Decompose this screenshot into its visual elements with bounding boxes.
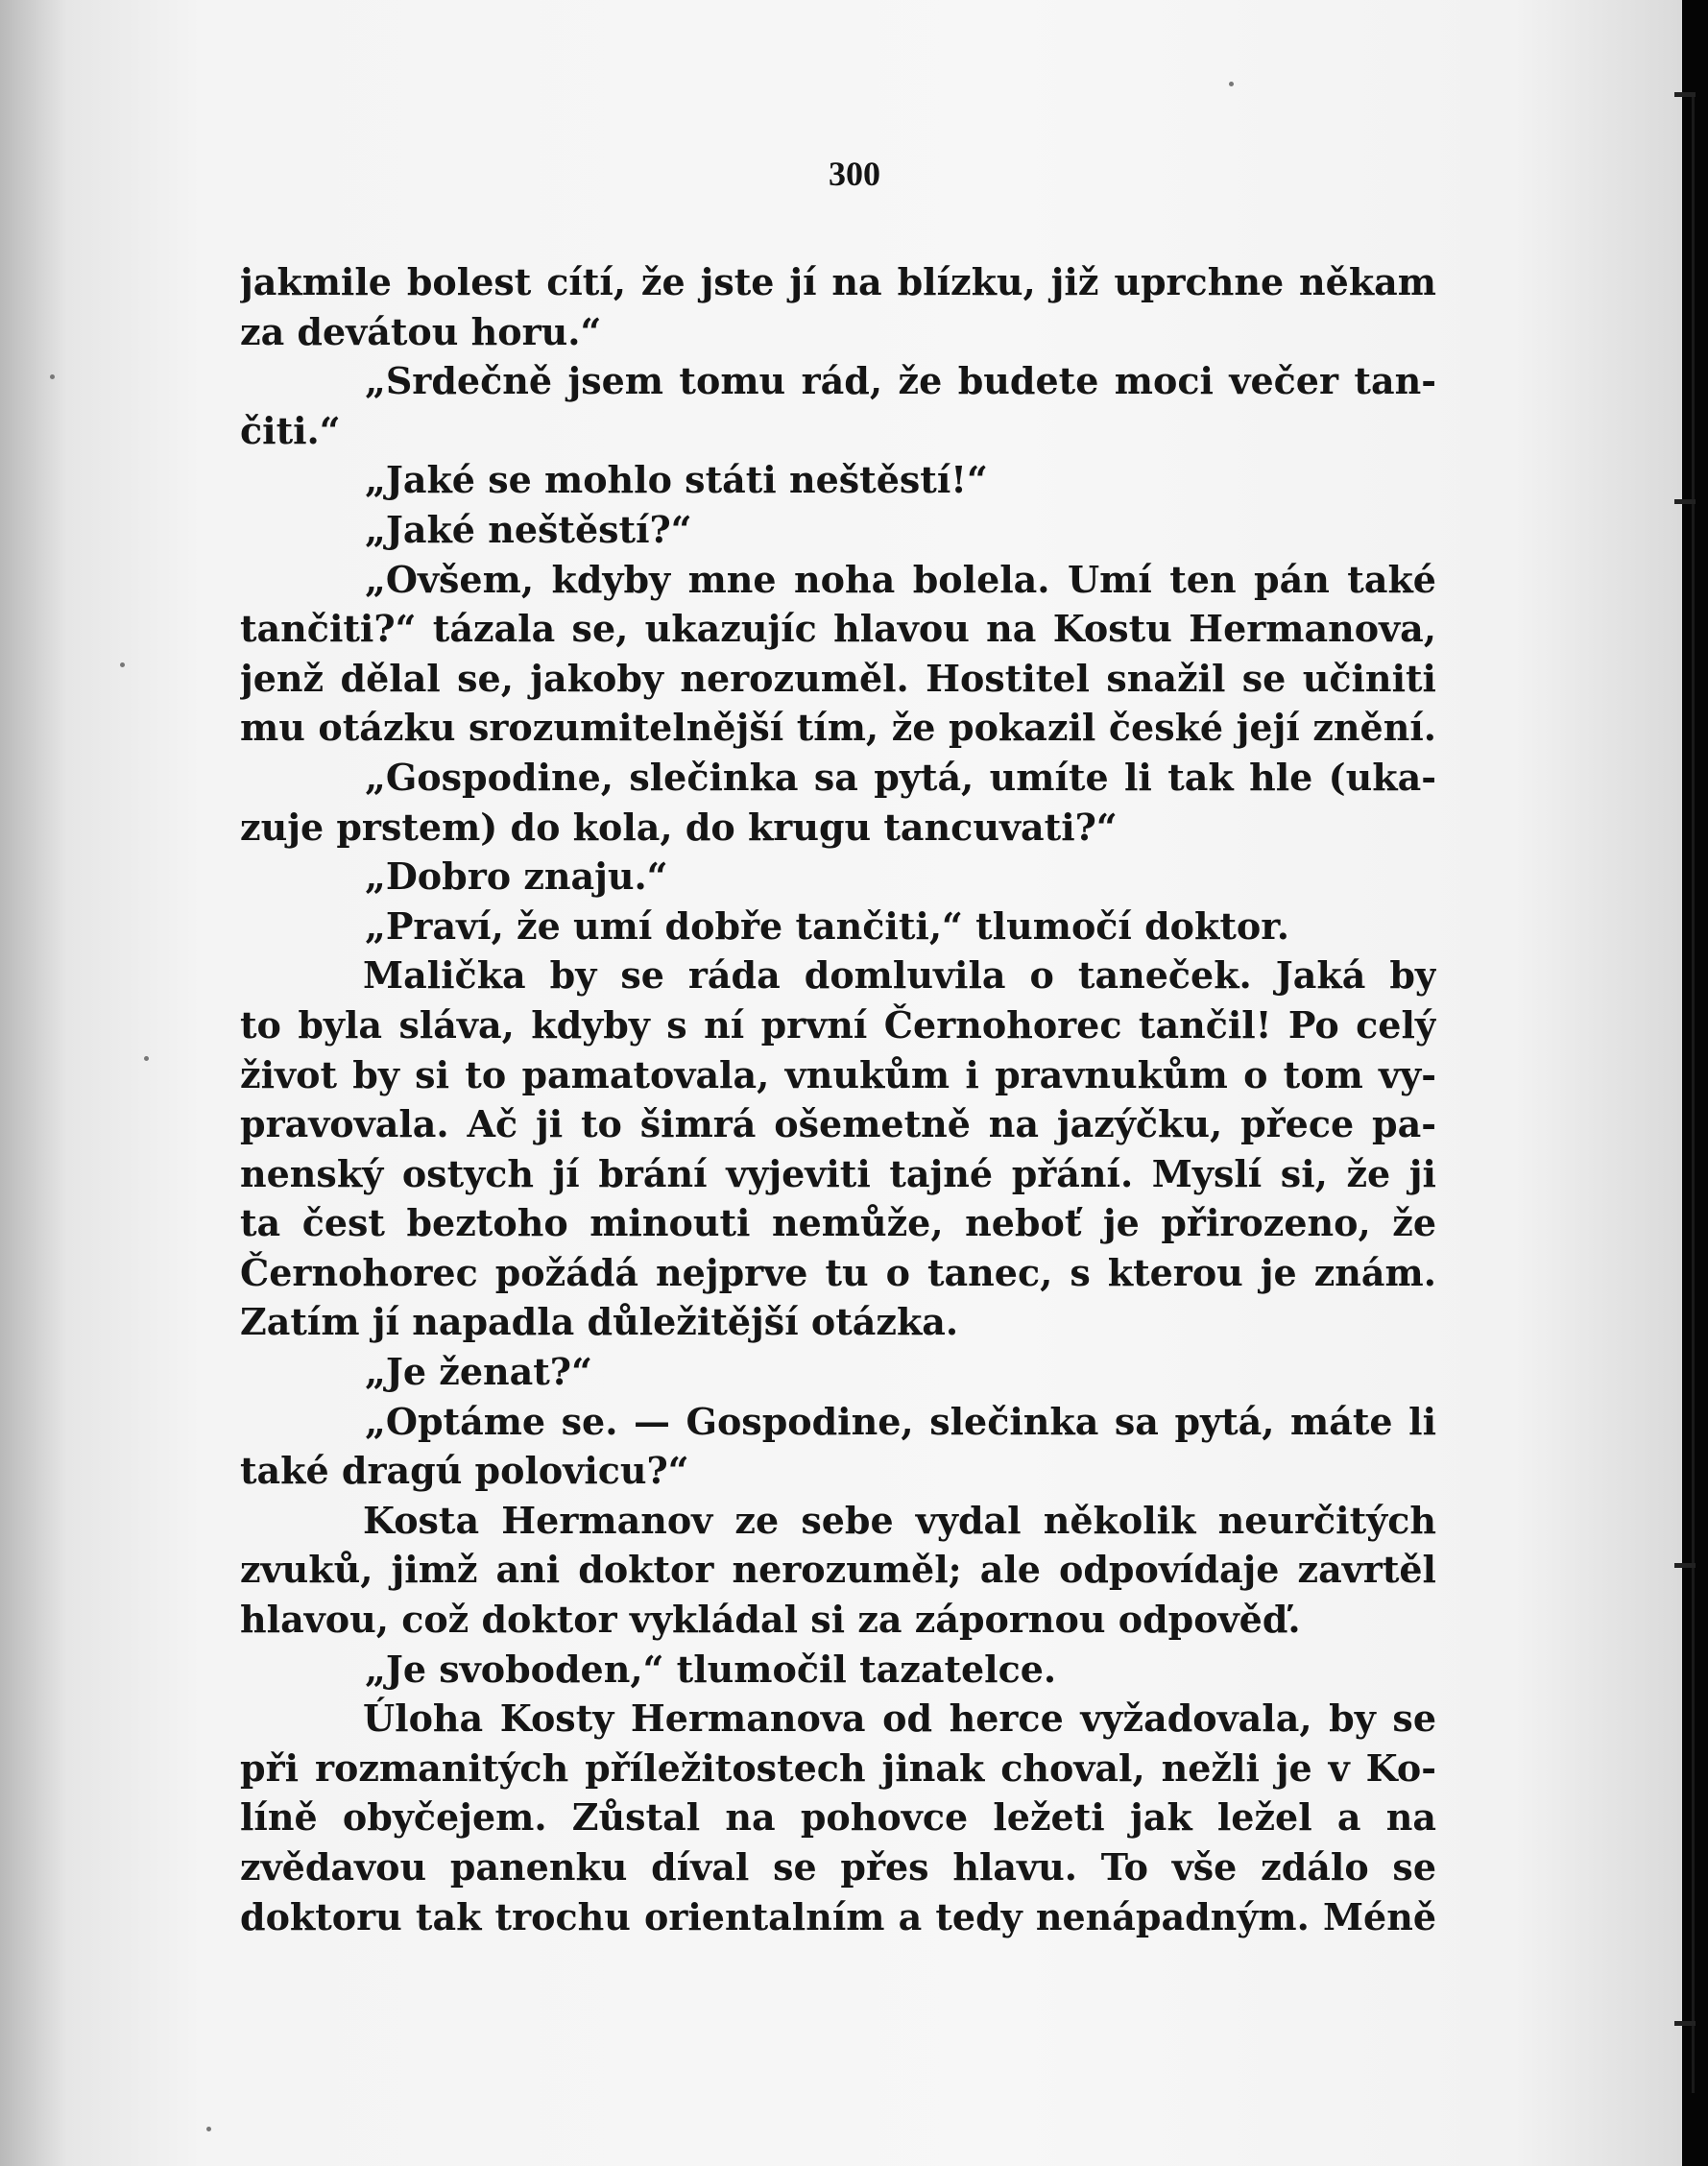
paper-speck — [120, 662, 125, 667]
text-line: „Srdečně jsem tomu rád, že budete moci večer tan- — [365, 359, 1436, 403]
text-line: Zatím jí napadla důležitější otázka. — [240, 1300, 959, 1344]
text-line: jakmile bolest cítí, že jste jí na blízku, již uprchne někam — [240, 260, 1436, 303]
binding-tick — [1674, 1563, 1696, 1568]
binding-tick — [1674, 499, 1696, 504]
text-line: mu otázku srozumitelnější tím, že pokazil české její znění. — [240, 706, 1436, 750]
text-line: za devátou horu.“ — [240, 309, 602, 353]
paper-speck — [50, 374, 55, 379]
text-line: také dragú polovicu?“ — [240, 1449, 689, 1493]
text-line: tančiti?“ tázala se, ukazujíc hlavou na Kostu Hermanova, — [240, 607, 1436, 651]
paper-speck — [1229, 82, 1234, 86]
text-line: to byla sláva, kdyby s ní první Černohorec tančil! Po celý — [240, 1002, 1436, 1047]
text-line: „Ovšem, kdyby mne noha bolela. Umí ten pán také — [365, 557, 1436, 601]
paper-speck — [206, 2127, 211, 2131]
text-line: doktoru tak trochu orientalním a tedy nenápadným. Méně — [240, 1894, 1436, 1938]
text-line: ta čest beztoho minouti nemůže, neboť je přirozeno, že — [240, 1201, 1436, 1245]
text-line: život by si to pamatovala, vnukům i pravnukům o tom vy- — [240, 1052, 1436, 1096]
text-line: zvědavou panenku díval se přes hlavu. To vše zdálo se — [240, 1845, 1436, 1889]
text-line: Úloha Kosty Hermanova od herce vyžadovala, by se — [363, 1697, 1436, 1741]
text-line: Malička by se ráda domluvila o taneček. Jaká by — [363, 953, 1436, 998]
text-line: při rozmanitých příležitostech jinak choval, nežli je v Ko- — [240, 1745, 1436, 1790]
text-line: Kosta Hermanov ze sebe vydal několik neurčitých — [363, 1498, 1436, 1542]
binding-edge — [1682, 0, 1708, 2166]
text-line: „Je svoboden,“ tlumočil tazatelce. — [365, 1647, 1057, 1691]
text-line: čiti.“ — [240, 408, 341, 452]
text-line: pravovala. Ač ji to šimrá ošemetně na jazýčku, přece pa- — [240, 1102, 1436, 1146]
text-line: jenž dělal se, jakoby nerozuměl. Hostitel snažil se učiniti — [240, 656, 1436, 700]
text-line: „Gospodine, slečinka sa pytá, umíte li tak hle (uka- — [365, 755, 1436, 799]
binding-tick — [1674, 2021, 1696, 2026]
binding-rule — [1692, 96, 1695, 2093]
text-line: Černohorec požádá nejprve tu o tanec, s kterou je znám. — [240, 1250, 1436, 1294]
binding-tick — [1674, 92, 1696, 97]
text-line: „Dobro znaju.“ — [365, 854, 668, 899]
text-line: líně obyčejem. Zůstal na pohovce ležeti jak ležel a na — [240, 1795, 1436, 1840]
text-line: zuje prstem) do kola, do krugu tancuvati?“ — [240, 805, 1118, 849]
text-line: „Optáme se. — Gospodine, slečinka sa pytá, máte li — [365, 1399, 1436, 1443]
page-number: 300 — [829, 155, 880, 193]
text-line: „Je ženat?“ — [365, 1350, 592, 1394]
text-line: hlavou, což doktor vykládal si za zápornou odpověď. — [240, 1598, 1301, 1642]
body-text — [240, 257, 1436, 1941]
text-line: zvuků, jimž ani doktor nerozuměl; ale odpovídaje zavrtěl — [240, 1548, 1436, 1592]
paper-speck — [144, 1056, 149, 1061]
text-line: „Jaké se mohlo státi neštěstí!“ — [365, 458, 988, 502]
text-line: nenský ostych jí brání vyjeviti tajné přání. Myslí si, že ji — [240, 1151, 1436, 1195]
text-line: „Praví, že umí dobře tančiti,“ tlumočí doktor. — [365, 903, 1290, 948]
text-line: „Jaké neštěstí?“ — [365, 507, 692, 551]
